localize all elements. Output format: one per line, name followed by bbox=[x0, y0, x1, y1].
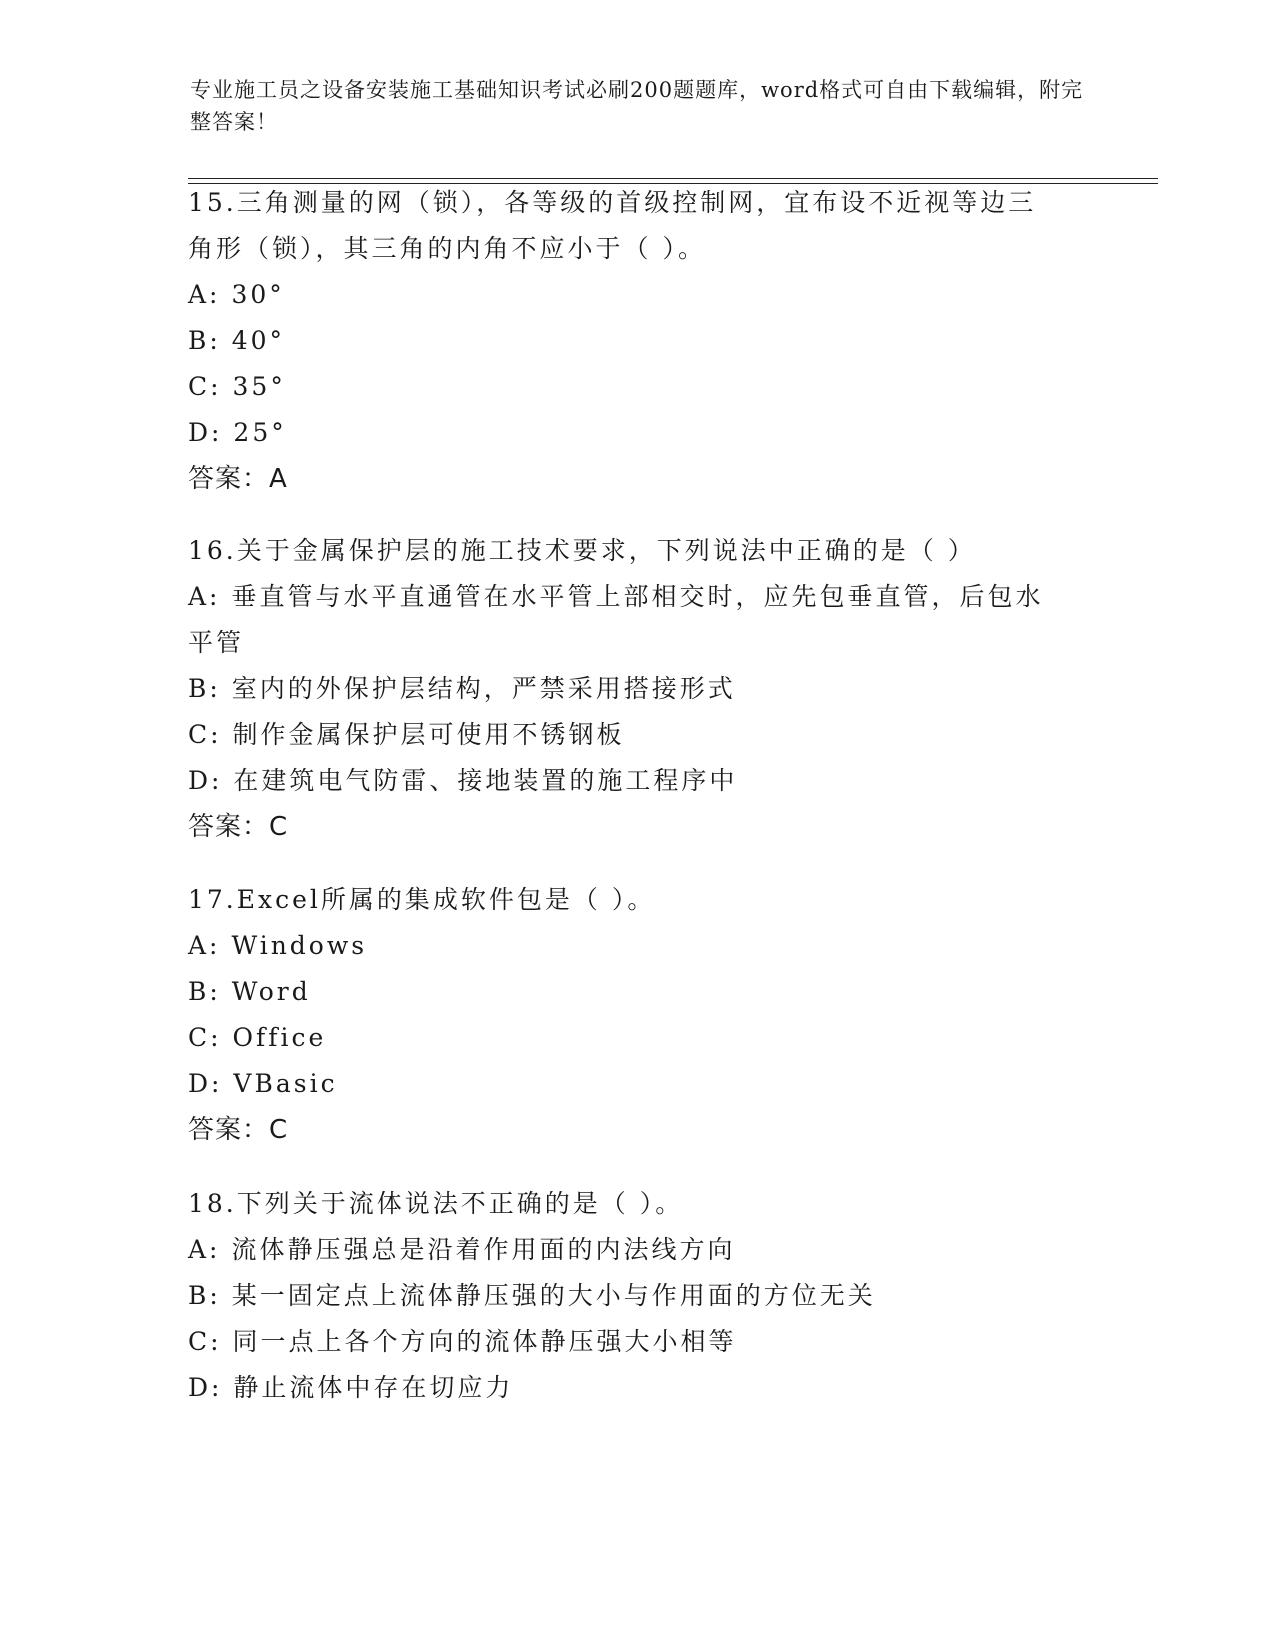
option-b bbox=[188, 666, 1088, 712]
option-text: 35° bbox=[232, 372, 286, 401]
option-letter: B: bbox=[188, 977, 221, 1006]
option-letter: C: bbox=[188, 720, 222, 749]
option-a bbox=[188, 1227, 1088, 1273]
document-header-title: 专业施工员之设备安装施工基础知识考试必刷200题题库，word格式可自由下载编辑，附完整答案！ bbox=[190, 78, 1084, 134]
option-d bbox=[188, 1365, 1088, 1411]
option-letter: C: bbox=[188, 372, 222, 401]
question-stem: 17.Excel所属的集成软件包是（ ）。 bbox=[188, 885, 656, 914]
option-c bbox=[188, 712, 1088, 758]
option-text: VBasic bbox=[233, 1069, 338, 1098]
option-text: 制作金属保护层可使用不锈钢板 bbox=[232, 720, 625, 749]
option-text: 40° bbox=[231, 326, 286, 355]
option-letter: C: bbox=[188, 1327, 222, 1356]
answer-label: 答案：C bbox=[188, 812, 289, 842]
option-letter: A: bbox=[188, 1235, 221, 1264]
option-a bbox=[188, 272, 1088, 318]
question-stem: 18.下列关于流体说法不正确的是（ ）。 bbox=[188, 1189, 684, 1218]
option-letter: D: bbox=[188, 1069, 223, 1098]
option-c bbox=[188, 1319, 1088, 1365]
answer-label: 答案：A bbox=[188, 464, 288, 494]
option-letter: D: bbox=[188, 418, 223, 447]
option-text: 垂直管与水平直通管在水平管上部相交时，应先包垂直管，后包水平管 bbox=[188, 582, 1044, 657]
question-17 bbox=[188, 877, 1088, 1153]
question-stem: 16.关于金属保护层的施工技术要求，下列说法中正确的是（ ） bbox=[188, 536, 976, 565]
option-c bbox=[188, 364, 1088, 410]
option-c bbox=[188, 1015, 1088, 1061]
option-text: Office bbox=[232, 1023, 327, 1052]
option-text: 静止流体中存在切应力 bbox=[233, 1373, 514, 1402]
option-d bbox=[188, 410, 1088, 456]
option-text: 25° bbox=[233, 418, 287, 447]
option-a bbox=[188, 923, 1088, 969]
question-stem: 15.三角测量的网（锁），各等级的首级控制网，宜布设不近视等边三角形（锁），其三角的内角不应小于（ ）。 bbox=[188, 188, 1037, 263]
option-text: 流体静压强总是沿着作用面的内法线方向 bbox=[231, 1235, 736, 1264]
option-text: Windows bbox=[231, 931, 368, 960]
option-text: 某一固定点上流体静压强的大小与作用面的方位无关 bbox=[231, 1281, 876, 1310]
option-letter: A: bbox=[188, 582, 221, 611]
option-text: 在建筑电气防雷、接地装置的施工程序中 bbox=[233, 766, 738, 795]
option-letter: C: bbox=[188, 1023, 222, 1052]
option-b bbox=[188, 969, 1088, 1015]
option-text: 30° bbox=[231, 280, 285, 309]
option-text: 室内的外保护层结构，严禁采用搭接形式 bbox=[231, 674, 736, 703]
question-18 bbox=[188, 1181, 1088, 1411]
question-15 bbox=[188, 180, 1088, 502]
answer-label: 答案：C bbox=[188, 1115, 289, 1145]
option-a bbox=[188, 574, 1048, 666]
option-letter: D: bbox=[188, 766, 223, 795]
option-text: 同一点上各个方向的流体静压强大小相等 bbox=[232, 1327, 737, 1356]
option-letter: A: bbox=[188, 931, 221, 960]
option-text: Word bbox=[231, 977, 311, 1006]
option-b bbox=[188, 1273, 1088, 1319]
option-letter: D: bbox=[188, 1373, 223, 1402]
option-letter: A: bbox=[188, 280, 221, 309]
option-d bbox=[188, 1061, 1088, 1107]
question-16 bbox=[188, 528, 1088, 850]
option-d bbox=[188, 758, 1088, 804]
option-letter: B: bbox=[188, 326, 221, 355]
option-letter: B: bbox=[188, 1281, 221, 1310]
option-letter: B: bbox=[188, 674, 221, 703]
option-b bbox=[188, 318, 1088, 364]
